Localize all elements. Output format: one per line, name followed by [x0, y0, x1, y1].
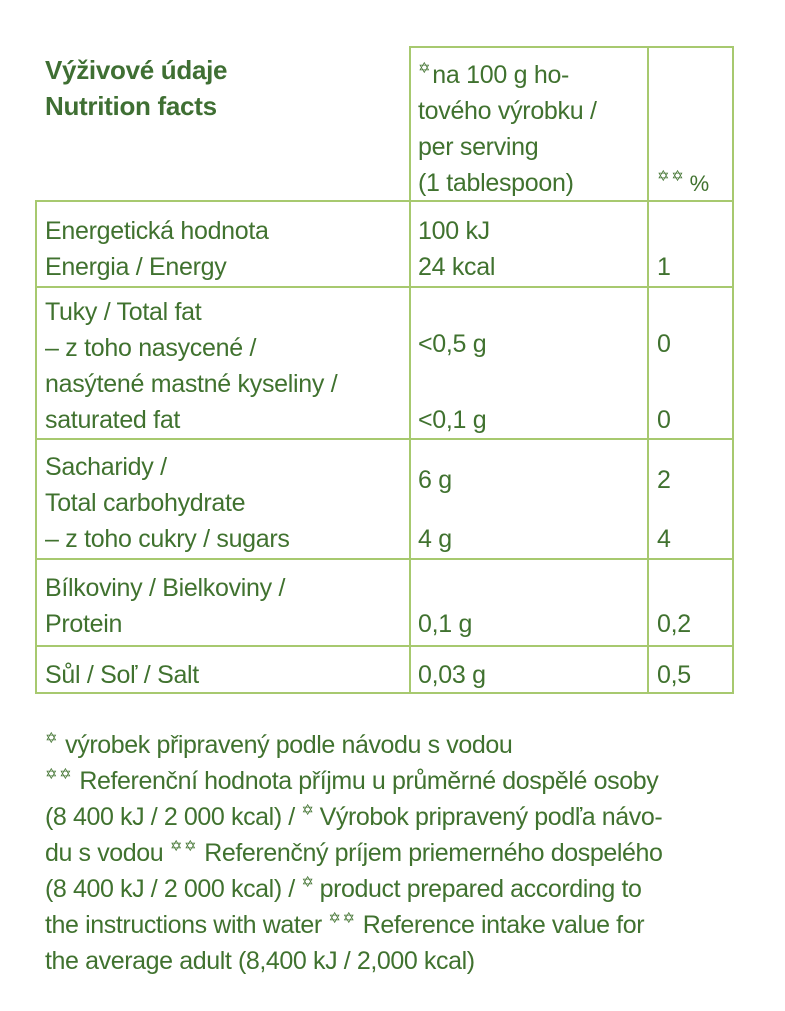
- fat-value-saturated: <0,1 g: [418, 406, 487, 434]
- star-icon: ✡: [45, 730, 58, 747]
- protein-label-2: Protein: [45, 610, 123, 638]
- fat-percent-total: 0: [657, 330, 671, 358]
- grid-col-2: [647, 46, 649, 694]
- energy-label-2: Energia / Energy: [45, 253, 227, 281]
- carbs-label-1: Sacharidy /: [45, 453, 167, 481]
- protein-percent: 0,2: [657, 610, 691, 638]
- star-icon: ✡: [671, 168, 684, 185]
- protein-value: 0,1 g: [418, 610, 473, 638]
- star-icon: ✡: [59, 766, 72, 783]
- footnote-line-5: (8 400 kJ / 2 000 kcal) / ✡ product prepared according to: [45, 874, 642, 903]
- title-czech: Výživové údaje: [45, 55, 228, 85]
- footnote-line-3: (8 400 kJ / 2 000 kcal) / ✡ Výrobok pripravený podľa návo-: [45, 802, 663, 831]
- footnote-line-2: ✡ ✡ Referenční hodnota příjmu u průměrné dospělé osoby: [45, 766, 659, 795]
- grid-right: [732, 46, 734, 694]
- grid-row-4: [35, 558, 734, 560]
- energy-percent: 1: [657, 253, 671, 281]
- serving-header-line-2: tového výrobku /: [418, 97, 597, 125]
- fat-label-2: – z toho nasycené /: [45, 334, 257, 362]
- title-english: Nutrition facts: [45, 91, 217, 121]
- salt-label: Sůl / Soľ / Salt: [45, 661, 199, 689]
- percent-header: ✡ ✡ %: [657, 168, 709, 196]
- grid-row-2: [35, 286, 734, 288]
- grid-row-1: [35, 200, 734, 202]
- star-icon: ✡: [342, 910, 355, 927]
- fat-label-4: saturated fat: [45, 406, 181, 434]
- fat-percent-saturated: 0: [657, 406, 671, 434]
- serving-header-line-1: ✡na 100 g ho-: [418, 60, 570, 89]
- carbs-percent-sugars: 4: [657, 525, 671, 553]
- star-icon: ✡: [657, 168, 670, 185]
- star-icon: ✡: [184, 838, 197, 855]
- grid-top: [409, 46, 734, 48]
- star-icon: ✡: [328, 910, 341, 927]
- star-icon: ✡: [301, 874, 314, 891]
- fat-value-total: <0,5 g: [418, 330, 487, 358]
- grid-row-5: [35, 645, 734, 647]
- serving-header-line-3: per serving: [418, 133, 539, 161]
- carbs-label-2: Total carbohydrate: [45, 489, 246, 517]
- footnote-line-1: ✡ výrobek připravený podle návodu s vodou: [45, 730, 513, 759]
- salt-percent: 0,5: [657, 661, 691, 689]
- footnote-line-4: du s vodou ✡ ✡ Referenčný príjem priemerného dospelého: [45, 838, 663, 867]
- footnote-line-6: the instructions with water ✡ ✡ Reference intake value for: [45, 910, 645, 939]
- salt-value: 0,03 g: [418, 661, 486, 689]
- grid-col-1: [409, 46, 411, 694]
- carbs-label-3: – z toho cukry / sugars: [45, 525, 290, 553]
- fat-label-3: nasýtené mastné kyseliny /: [45, 370, 338, 398]
- fat-label-1: Tuky / Total fat: [45, 298, 202, 326]
- carbs-value-sugars: 4 g: [418, 525, 452, 553]
- protein-label-1: Bílkoviny / Bielkoviny /: [45, 574, 286, 602]
- footnote-line-7: the average adult (8,400 kJ / 2,000 kcal): [45, 947, 475, 975]
- grid-left: [35, 200, 37, 694]
- star-icon: ✡: [169, 838, 183, 855]
- serving-header-line-4: (1 tablespoon): [418, 169, 574, 197]
- star-icon: ✡: [45, 766, 58, 783]
- star-icon: ✡: [418, 60, 431, 77]
- energy-label-1: Energetická hodnota: [45, 217, 269, 245]
- energy-value-kcal: 24 kcal: [418, 253, 496, 281]
- energy-value-kj: 100 kJ: [418, 217, 490, 245]
- carbs-percent-total: 2: [657, 466, 671, 494]
- grid-row-3: [35, 438, 734, 440]
- carbs-value-total: 6 g: [418, 466, 452, 494]
- star-icon: ✡: [301, 802, 314, 819]
